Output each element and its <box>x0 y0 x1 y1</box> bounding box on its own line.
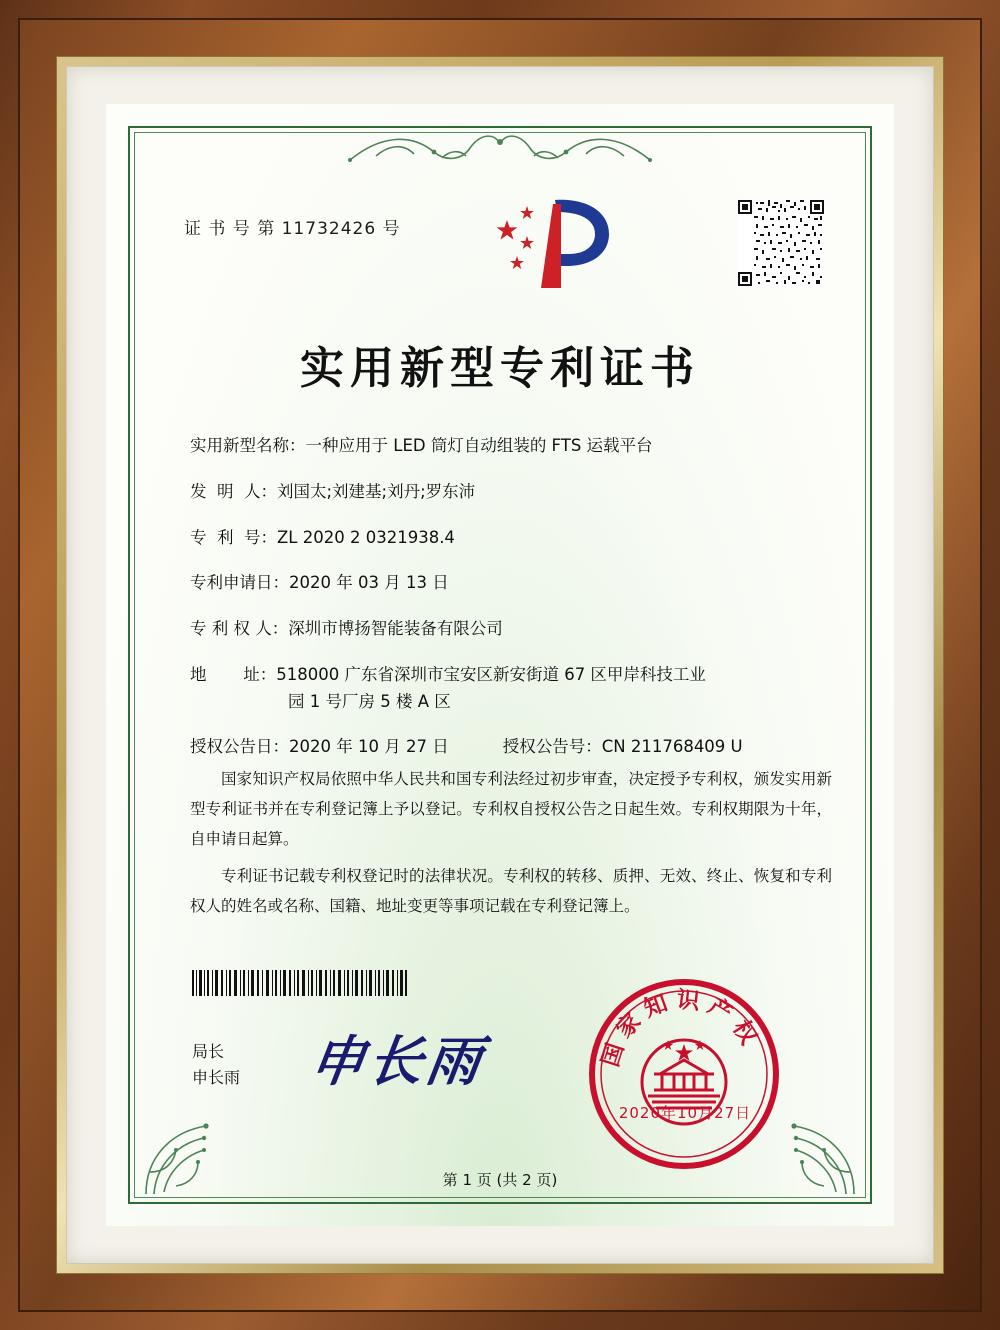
signature-role: 局长 <box>192 1042 225 1061</box>
field-utility-model-name <box>190 434 834 459</box>
field-value: 深圳市博扬智能装备有限公司 <box>288 619 503 638</box>
qr-code-icon <box>738 200 824 286</box>
field-value: 刘国太;刘建基;刘丹;罗东沛 <box>276 481 476 501</box>
field-label: 实用新型名称： <box>190 436 306 455</box>
signature-block <box>192 1039 240 1092</box>
field-label: 授权公告日： <box>190 737 289 757</box>
field-address <box>190 663 834 688</box>
field-label: 发 明 人： <box>190 481 277 501</box>
field-inventors <box>190 480 834 505</box>
field-value: 2020 年 10 月 27 日 <box>289 737 449 757</box>
paragraph-2: 专利证书记载专利权登记时的法律状况。专利权的转移、质押、无效、终止、恢复和专利权人的姓名或名称、国籍、地址变更等事项记载在专利登记簿上。 <box>190 866 832 915</box>
body-text <box>190 764 832 927</box>
field-value: 518000 广东省深圳市宝安区新安街道 67 区甲岸科技工业 <box>276 664 706 684</box>
field-grant-date <box>190 735 449 760</box>
handwritten-signature: 申长雨 <box>306 1029 490 1093</box>
field-patentee <box>190 617 834 642</box>
field-value: ZL 2020 2 0321938.4 <box>276 527 455 547</box>
field-patent-number <box>190 526 834 551</box>
field-list <box>190 434 834 781</box>
field-label: 授权公告号： <box>502 737 602 757</box>
signature-name: 申长雨 <box>192 1068 241 1088</box>
field-value: 一种应用于 LED 筒灯自动组装的 FTS 运载平台 <box>305 436 653 455</box>
official-seal-icon <box>584 974 784 1174</box>
field-label: 专 利 号： <box>190 527 277 547</box>
page-footer: 第 1 页 (共 2 页) <box>442 1171 558 1189</box>
paragraph-1: 国家知识产权局依照中华人民共和国专利法经过初步审查，决定授予专利权，颁发实用新型专利证书并在专利登记簿上予以登记。专利权自授权公告之日起生效。专利权期限为十年，自申请日起算。 <box>190 770 832 849</box>
seal-date: 2020年10月27日 <box>618 1104 752 1122</box>
field-address-line2 <box>190 690 834 715</box>
field-label: 专利申请日： <box>190 573 289 593</box>
field-grant-number <box>503 735 743 760</box>
field-grant-row <box>190 735 834 760</box>
svg-text:国家知识产权局: 国家知识产权 <box>597 986 766 1070</box>
cnipa-logo-icon <box>491 192 621 292</box>
field-label: 专 利 权 人： <box>190 619 289 638</box>
field-label-spacer <box>190 690 288 715</box>
field-value: 园 1 号厂房 5 楼 A 区 <box>288 691 451 711</box>
field-application-date <box>190 571 834 596</box>
certificate-paper <box>106 104 894 1226</box>
page-title: 实用新型专利证书 <box>300 343 700 394</box>
certificate-number: 证 书 号 第 11732426 号 <box>184 219 401 239</box>
field-label: 地 址： <box>190 664 277 684</box>
field-value: 2020 年 03 月 13 日 <box>289 573 449 593</box>
field-value: CN 211768409 U <box>601 737 743 757</box>
barcode <box>192 970 407 996</box>
ornament-top-center <box>342 126 658 172</box>
